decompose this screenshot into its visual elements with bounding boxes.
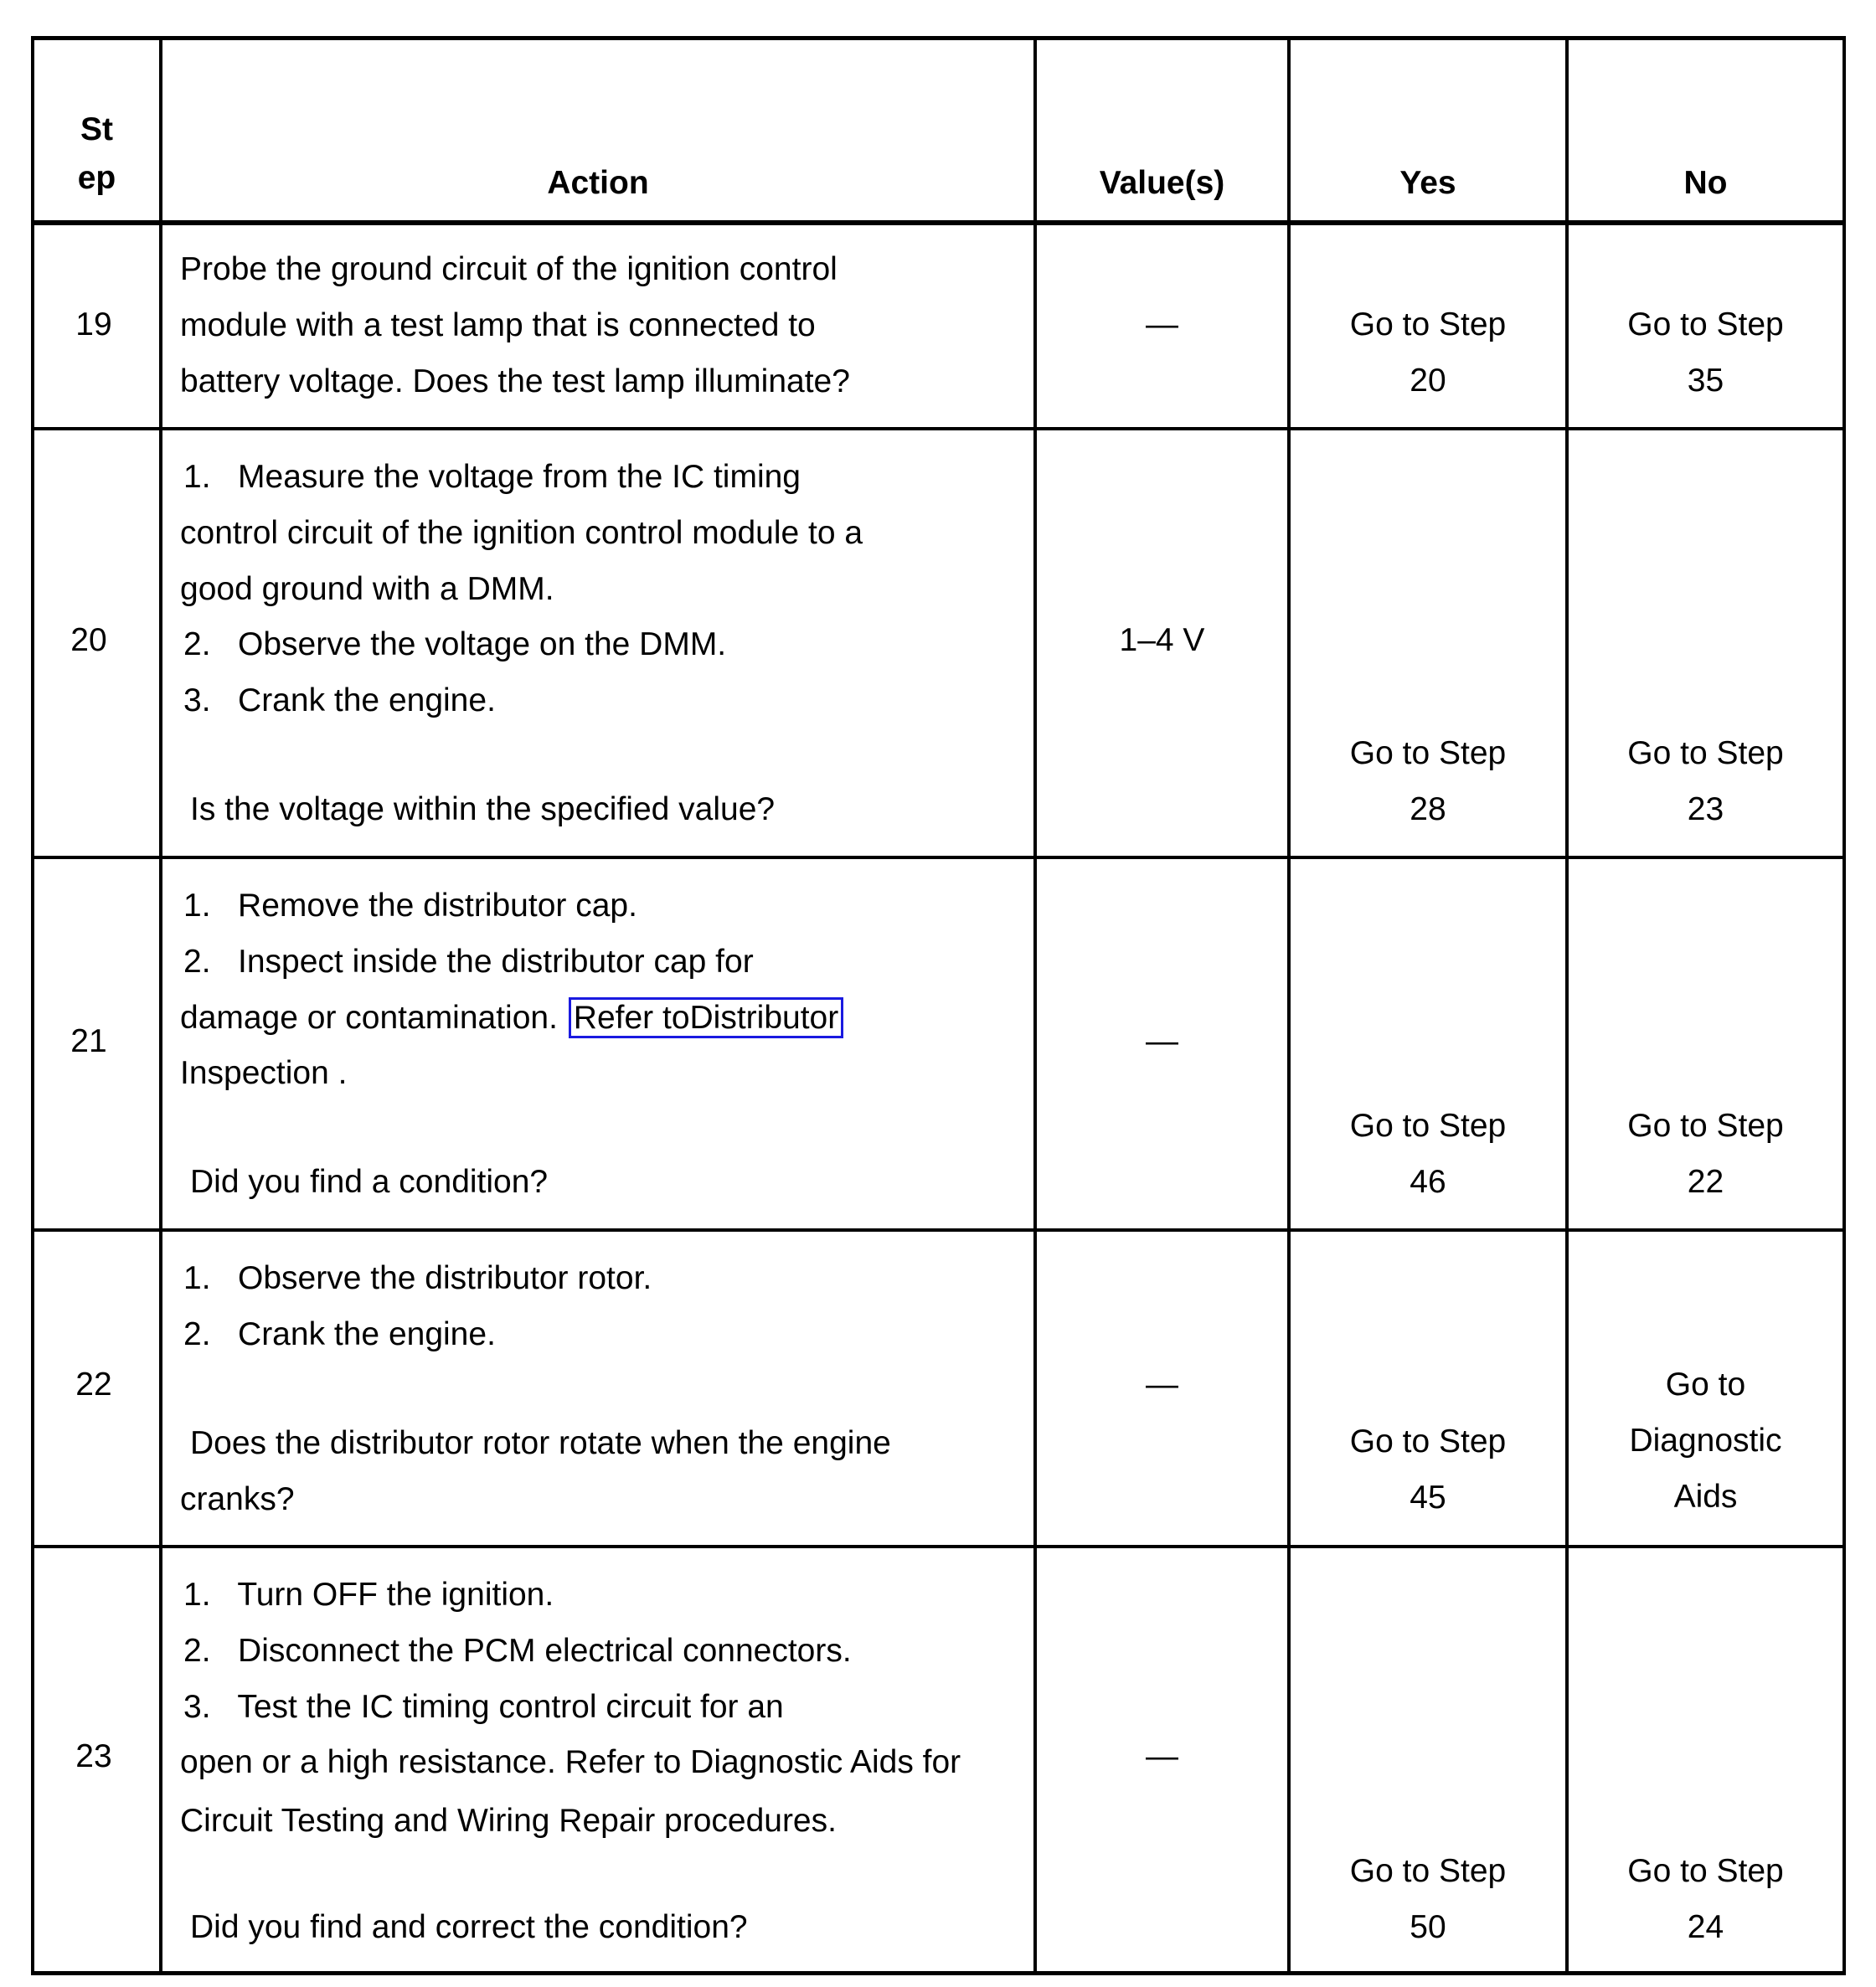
value-cell: — bbox=[1146, 306, 1178, 342]
yes-step[interactable]: 50 bbox=[1410, 1909, 1446, 1945]
action-line: 3. Crank the engine. bbox=[183, 682, 496, 718]
action-line: good ground with a DMM. bbox=[180, 571, 554, 607]
yes-cell bbox=[1291, 1413, 1565, 1526]
yes-step[interactable]: 20 bbox=[1410, 363, 1446, 399]
yes-step[interactable]: 28 bbox=[1410, 791, 1446, 827]
table-border-right bbox=[1842, 36, 1846, 1975]
no-link[interactable]: Go to Step bbox=[1627, 306, 1784, 342]
action-line: 2. Disconnect the PCM electrical connectors. bbox=[183, 1633, 852, 1669]
yes-cell bbox=[1291, 296, 1565, 409]
action-line: 3. Test the IC timing control circuit for an bbox=[183, 1689, 784, 1725]
col-divider bbox=[159, 36, 162, 1975]
header-yes: Yes bbox=[1399, 165, 1456, 201]
no-link[interactable]: Go to Step bbox=[1627, 1853, 1784, 1889]
table-border-bottom bbox=[31, 1971, 1846, 1975]
action-line: Does the distributor rotor rotate when the engine bbox=[190, 1425, 891, 1461]
action-line: damage or contamination. bbox=[180, 1000, 558, 1036]
value-cell: 1–4 V bbox=[1119, 622, 1205, 658]
header-action: Action bbox=[547, 165, 649, 201]
no-link[interactable]: Diagnostic bbox=[1629, 1423, 1782, 1459]
no-cell bbox=[1569, 725, 1842, 837]
no-link[interactable]: Go to Step bbox=[1627, 735, 1784, 771]
action-line: Is the voltage within the specified value? bbox=[190, 791, 776, 827]
no-cell bbox=[1569, 1356, 1842, 1525]
row-divider bbox=[31, 1228, 1846, 1232]
yes-step[interactable]: 46 bbox=[1410, 1164, 1446, 1200]
yes-link[interactable]: Go to Step bbox=[1349, 1423, 1507, 1459]
no-cell bbox=[1569, 296, 1842, 409]
action-line: 2. Inspect inside the distributor cap for bbox=[183, 944, 754, 980]
value-cell: — bbox=[1146, 1738, 1178, 1774]
header-values: Value(s) bbox=[1099, 165, 1225, 201]
yes-link[interactable]: Go to Step bbox=[1349, 306, 1507, 342]
header-step-line2: ep bbox=[77, 160, 116, 196]
action-line: module with a test lamp that is connected to bbox=[180, 307, 816, 343]
header-no: No bbox=[1683, 165, 1728, 201]
action-line: open or a high resistance. Refer to Diagnostic Aids for bbox=[180, 1744, 961, 1780]
table-border-top bbox=[31, 36, 1846, 40]
no-link[interactable]: Aids bbox=[1673, 1479, 1738, 1515]
action-line: Probe the ground circuit of the ignition control bbox=[180, 251, 838, 287]
action-line: Did you find and correct the condition? bbox=[190, 1909, 748, 1945]
value-cell: — bbox=[1146, 1023, 1178, 1059]
header-step bbox=[34, 106, 159, 203]
yes-link[interactable]: Go to Step bbox=[1349, 735, 1507, 771]
no-step[interactable]: 24 bbox=[1687, 1909, 1724, 1945]
action-line: 1. Observe the distributor rotor. bbox=[183, 1260, 652, 1296]
step-number: 19 bbox=[75, 306, 112, 342]
step-number: 21 bbox=[70, 1023, 107, 1059]
step-number: 23 bbox=[75, 1738, 112, 1774]
no-step[interactable]: 22 bbox=[1687, 1164, 1724, 1200]
no-cell bbox=[1569, 1843, 1842, 1955]
no-link[interactable]: Go to Step bbox=[1627, 1108, 1784, 1144]
yes-cell bbox=[1291, 1843, 1565, 1955]
row-divider bbox=[31, 856, 1846, 859]
value-cell: — bbox=[1146, 1367, 1178, 1403]
action-line: 1. Measure the voltage from the IC timing bbox=[183, 459, 801, 495]
header-step-line1: St bbox=[80, 111, 113, 147]
no-cell bbox=[1569, 1098, 1842, 1210]
action-line: control circuit of the ignition control module to a bbox=[180, 515, 863, 551]
no-step[interactable]: 35 bbox=[1687, 363, 1724, 399]
yes-link[interactable]: Go to Step bbox=[1349, 1108, 1507, 1144]
action-line: cranks? bbox=[180, 1481, 295, 1517]
diagnostic-table bbox=[31, 36, 1846, 1975]
action-line: 1. Turn OFF the ignition. bbox=[183, 1577, 554, 1613]
action-line: 2. Crank the engine. bbox=[183, 1316, 496, 1352]
step-number: 22 bbox=[75, 1367, 112, 1403]
row-divider bbox=[31, 1545, 1846, 1548]
step-number: 20 bbox=[70, 622, 107, 658]
action-line: battery voltage. Does the test lamp illuminate? bbox=[180, 363, 850, 399]
action-line: Inspection . bbox=[180, 1055, 348, 1091]
yes-step[interactable]: 45 bbox=[1410, 1480, 1446, 1516]
no-step[interactable]: 23 bbox=[1687, 791, 1724, 827]
no-link[interactable]: Go to bbox=[1665, 1367, 1746, 1403]
action-line: 2. Observe the voltage on the DMM. bbox=[183, 626, 727, 662]
yes-cell bbox=[1291, 1098, 1565, 1210]
yes-link[interactable]: Go to Step bbox=[1349, 1853, 1507, 1889]
action-line: Did you find a condition? bbox=[190, 1164, 549, 1200]
action-line-with-link bbox=[180, 990, 843, 1046]
row-divider bbox=[31, 427, 1846, 430]
action-line: Circuit Testing and Wiring Repair procedures. bbox=[180, 1803, 837, 1839]
yes-cell bbox=[1291, 725, 1565, 837]
distributor-inspection-link[interactable]: Refer toDistributor bbox=[569, 997, 843, 1038]
action-line: 1. Remove the distributor cap. bbox=[183, 888, 637, 924]
header-divider bbox=[31, 220, 1846, 225]
